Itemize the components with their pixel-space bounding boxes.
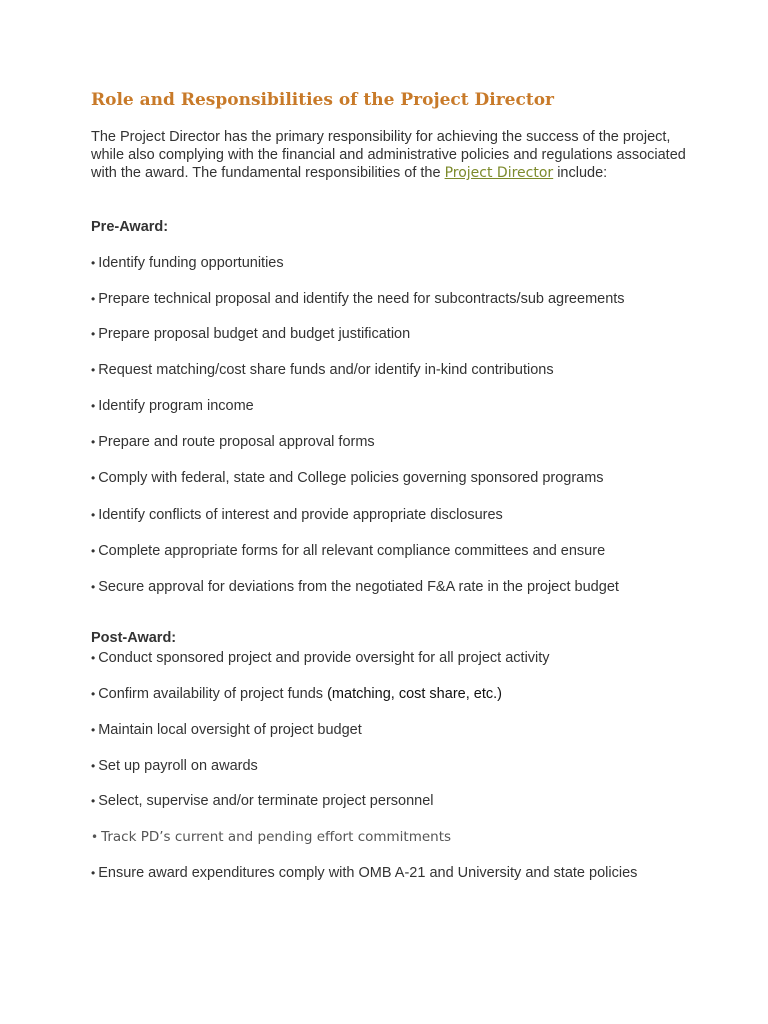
bullet-icon: •	[91, 794, 96, 808]
list-item	[91, 864, 637, 882]
list-item	[91, 578, 619, 596]
list-item	[91, 757, 258, 775]
bullet-icon: •	[91, 580, 96, 594]
list-item-text: Select, supervise and/or terminate project personnel	[98, 793, 434, 809]
bullet-icon: •	[91, 687, 96, 701]
list-item	[91, 649, 550, 667]
bullet-icon: •	[91, 544, 96, 558]
bullet-icon: •	[91, 723, 96, 737]
list-item	[91, 828, 451, 846]
list-item-text: Ensure award expenditures comply with OMB A-21 and University and state policies	[98, 865, 638, 881]
bullet-icon: •	[91, 327, 96, 341]
list-item	[91, 542, 605, 560]
list-item	[91, 685, 502, 703]
list-item-text: Track PD’s current and pending effort commitments	[101, 829, 452, 845]
list-item	[91, 361, 554, 379]
list-item-text: Prepare and route proposal approval forms	[98, 434, 375, 450]
intro-text-start: The Project Director has the primary responsibility for achieving the success of the project, while also complying with the financial and administrative policies and regulations associated with the award. The fundamental responsibilities of the	[91, 129, 686, 181]
post-award-heading: Post-Award:	[91, 630, 177, 646]
bullet-icon: •	[91, 256, 96, 270]
bullet-icon: •	[91, 830, 99, 844]
list-item	[91, 506, 503, 524]
bullet-icon: •	[91, 651, 96, 665]
list-item	[91, 325, 410, 343]
list-item	[91, 792, 434, 810]
bullet-icon: •	[91, 363, 96, 377]
list-item-text: Set up payroll on awards	[98, 758, 258, 774]
intro-text-end: include:	[553, 165, 608, 181]
bullet-icon: •	[91, 292, 96, 306]
project-director-link[interactable]: Project Director	[444, 165, 554, 181]
list-item	[91, 290, 625, 308]
list-item-text: Confirm availability of project funds	[98, 686, 328, 702]
list-item	[91, 397, 254, 415]
list-item-text-emphasis: (matching, cost share, etc.)	[327, 686, 502, 702]
bullet-icon: •	[91, 471, 96, 485]
list-item	[91, 433, 375, 451]
list-item-text: Maintain local oversight of project budget	[98, 722, 362, 738]
intro-paragraph	[91, 128, 691, 182]
list-item	[91, 469, 604, 487]
bullet-icon: •	[91, 435, 96, 449]
list-item-text: Identify conflicts of interest and provide appropriate disclosures	[98, 507, 503, 523]
list-item-text: Conduct sponsored project and provide oversight for all project activity	[98, 650, 550, 666]
list-item-text: Secure approval for deviations from the negotiated F&A rate in the project budget	[98, 579, 619, 595]
list-item-text: Identify funding opportunities	[98, 255, 284, 271]
list-item-text: Identify program income	[98, 398, 254, 414]
list-item	[91, 721, 362, 739]
list-item-text: Prepare technical proposal and identify the need for subcontracts/sub agreements	[98, 291, 625, 307]
list-item-text: Request matching/cost share funds and/or identify in-kind contributions	[98, 362, 554, 378]
bullet-icon: •	[91, 866, 96, 880]
bullet-icon: •	[91, 508, 96, 522]
list-item-text: Prepare proposal budget and budget justification	[98, 326, 411, 342]
page-title: Role and Responsibilities of the Project Director	[91, 90, 555, 110]
list-item	[91, 254, 284, 272]
list-item-text: Comply with federal, state and College policies governing sponsored programs	[98, 470, 604, 486]
pre-award-heading: Pre-Award:	[91, 219, 169, 235]
bullet-icon: •	[91, 399, 96, 413]
bullet-icon: •	[91, 759, 96, 773]
list-item-text: Complete appropriate forms for all relevant compliance committees and ensure	[98, 543, 606, 559]
